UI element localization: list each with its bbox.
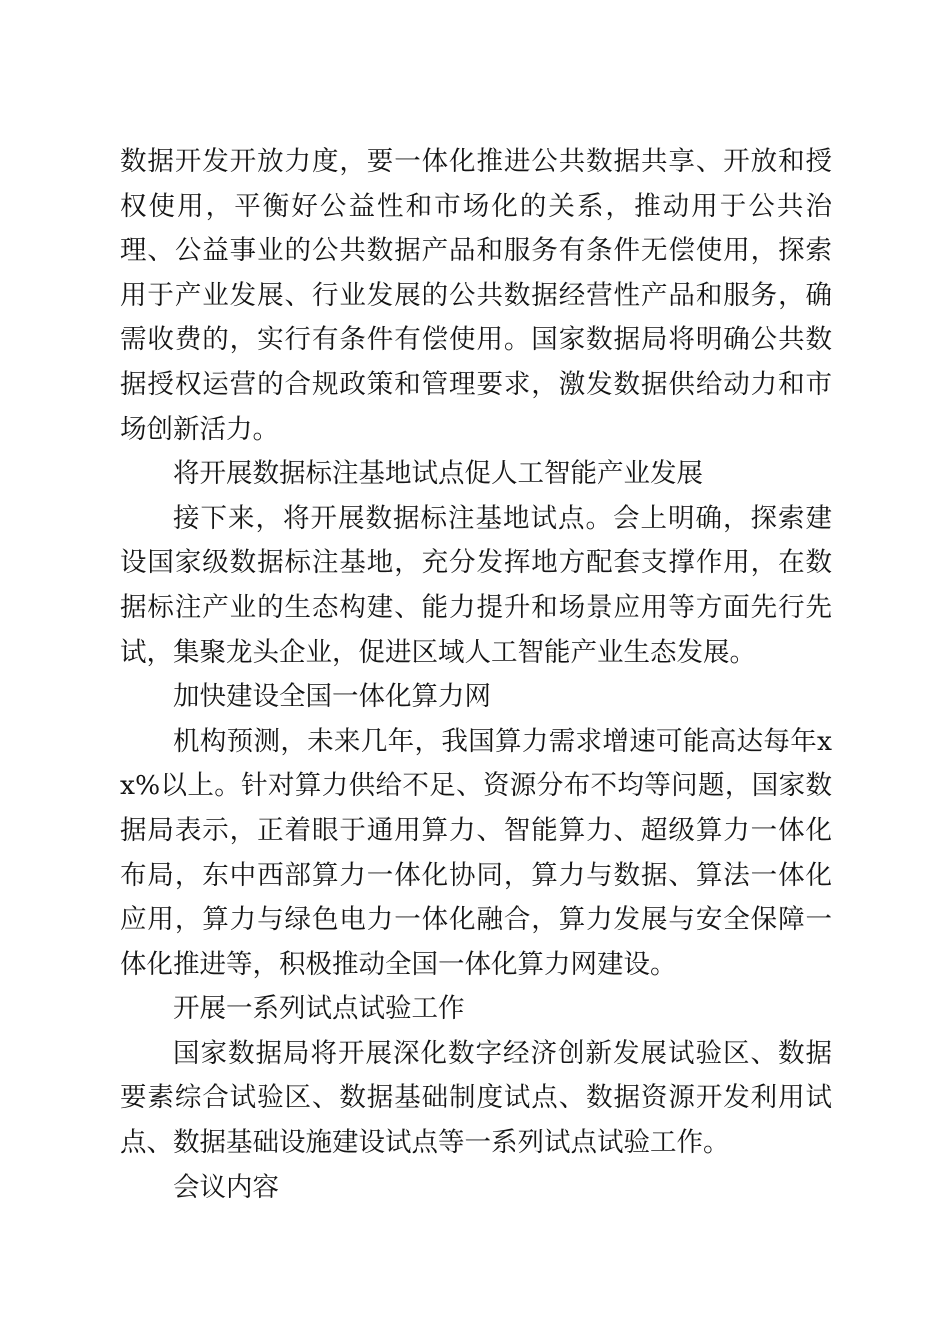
section-heading-computing-network: 加快建设全国一体化算力网 <box>173 681 491 713</box>
paragraph-data-annotation: 接下来，将开展数据标注基地试点。会上明确，探索建设国家级数据标注基地，充分发挥地方配套支撑作用，在数据标注产业的生态构建、能力提升和场景应用等方面先行先试，集聚龙头企业，促进区域人工智能产业生态发展。 <box>120 502 832 668</box>
section-heading-data-annotation: 将开展数据标注基地试点促人工智能产业发展 <box>173 458 703 490</box>
paragraph-data-openness: 数据开发开放力度，要一体化推进公共数据共享、开放和授权使用，平衡好公益性和市场化的关系，推动用于公共治理、公益事业的公共数据产品和服务有条件无偿使用，探索用于产业发展、行业发展的公共数据经营性产品和服务，确需收费的，实行有条件有偿使用。国家数据局将明确公共数据授权运营的合规政策和管理要求，激发数据供给动力和市场创新活力。 <box>120 146 832 445</box>
document-body <box>120 140 832 1210</box>
paragraph-pilot-programs: 国家数据局将开展深化数字经济创新发展试验区、数据要素综合试验区、数据基础制度试点、数据资源开发利用试点、数据基础设施建设试点等一系列试点试验工作。 <box>120 1037 832 1159</box>
section-heading-pilot-programs: 开展一系列试点试验工作 <box>173 993 465 1025</box>
section-heading-meeting-content: 会议内容 <box>173 1171 279 1203</box>
paragraph-computing-network: 机构预测，未来几年，我国算力需求增速可能高达每年xx%以上。针对算力供给不足、资源分布不均等问题，国家数据局表示，正着眼于通用算力、智能算力、超级算力一体化布局，东中西部算力一体化协同，算力与数据、算法一体化应用，算力与绿色电力一体化融合，算力发展与安全保障一体化推进等，积极推动全国一体化算力网建设。 <box>120 725 832 980</box>
